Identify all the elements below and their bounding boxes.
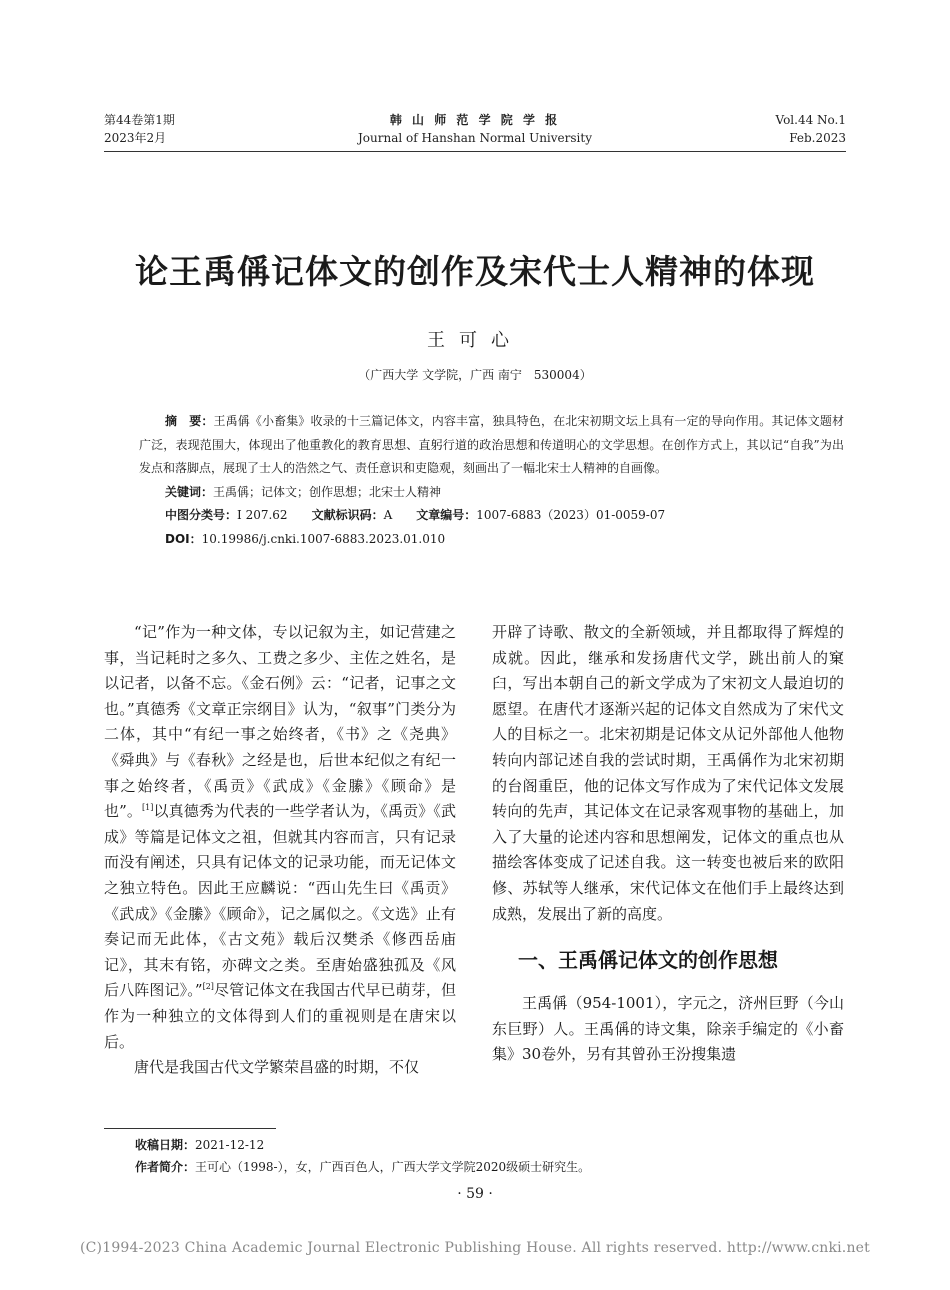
- date-cn: 2023年2月: [104, 131, 167, 145]
- keywords-text: 王禹偁；记体文；创作思想；北宋士人精神: [213, 484, 442, 499]
- author-affiliation: （广西大学 文学院，广西 南宁 530004）: [358, 368, 592, 382]
- clc-value: I 207.62: [237, 508, 288, 522]
- section-heading: 一、王禹偁记体文的创作思想: [518, 948, 778, 973]
- keywords-label: 关键词：: [165, 484, 214, 499]
- received-label: 收稿日期：: [135, 1138, 196, 1152]
- copyright-notice: (C)1994-2023 China Academic Journal Electronic Publishing House. All rights reserved. http://www.cnki.net: [79, 1240, 870, 1256]
- header-rule: [104, 151, 846, 152]
- clc-label: 中图分类号：: [165, 508, 238, 522]
- author-name: 王可心: [427, 330, 523, 351]
- footnote-rule: [104, 1128, 276, 1129]
- abstract-label: 摘 要：: [165, 414, 214, 428]
- citation-2[interactable]: [2]: [202, 982, 214, 992]
- keywords: [139, 481, 844, 505]
- author-bio: [135, 1157, 590, 1177]
- article-no-label: 文章编号：: [416, 508, 477, 522]
- body-text: 以真德秀为代表的一些学者认为，《禹贡》《武成》等篇是记体文之祖，但就其内容而言，只有记录而没有阐述，只具有记体文的记录功能，而无记体文之独立特色。因此王应麟说：“西山先生曰《禹贡》《武成》《金縢》《顾命》，记之属似之。《文选》止有奏记而无此体，《古文苑》载后汉樊杀《修西岳庙记》，其末有铭，亦碑文之类。至唐始盛独孤及《风后八阵图记》。”: [104, 802, 456, 1000]
- doi-value[interactable]: 10.19986/j.cnki.1007-6883.2023.01.010: [201, 531, 446, 546]
- abstract-block: [139, 410, 844, 551]
- journal-name-en: Journal of Hanshan Normal University: [358, 131, 592, 145]
- classification-line: [139, 504, 844, 528]
- body-column-left: [104, 620, 456, 1081]
- body-paragraph: 王禹偁（954-1001），字元之，济州巨野（今山东巨野）人。王禹偁的诗文集，除亲手编定的《小畜集》30卷外，另有其曾孙王汾搜集遗: [492, 994, 844, 1064]
- received-value: 2021-12-12: [195, 1138, 265, 1152]
- citation-1[interactable]: [1]: [142, 803, 154, 813]
- article-title: 论王禹偁记体文的创作及宋代士人精神的体现: [135, 252, 815, 291]
- journal-name-cn: 韩 山 师 范 学 院 学 报: [389, 113, 561, 127]
- doi-label: DOI：: [165, 531, 202, 546]
- running-header-right: [776, 111, 847, 147]
- body-text: 尽管记体文在我国古代早已萌芽，但作为一种独立的文体得到人们的重视则是在唐宋以后。: [104, 981, 456, 1051]
- received-date: [135, 1135, 264, 1155]
- body-column-right: [492, 620, 844, 1068]
- doi-line: [139, 528, 844, 552]
- bio-label: 作者简介：: [135, 1160, 196, 1174]
- abstract: [139, 410, 844, 481]
- volume-issue-cn: 第44卷第1期: [104, 113, 175, 127]
- doc-code-label: 文献标识码：: [311, 508, 384, 522]
- abstract-text: 王禹偁《小畜集》收录的十三篇记体文，内容丰富，独具特色，在北宋初期文坛上具有一定的导向作用。其记体文题材广泛，表现范围大，体现出了他重教化的教育思想、直躬行道的政治思想和传道明心的文学思想。在创作方式上，其以记“自我”为出发点和落脚点，展现了士人的浩然之气、责任意识和吏隐观，刻画出了一幅北宋士人精神的自画像。: [139, 414, 844, 475]
- article-no-value: 1007-6883（2023）01-0059-07: [476, 508, 666, 522]
- volume-issue-en: Vol.44 No.1: [775, 113, 846, 127]
- body-paragraph: [104, 620, 456, 1055]
- body-paragraph: 唐代是我国古代文学繁荣昌盛的时期，不仅: [134, 1058, 420, 1077]
- body-text: “记”作为一种文体，专以记叙为主，如记营建之事，当记耗时之多久、工费之多少、主佐之姓名，是以记者，以备不忘。《金石例》云：“记者，记事之文也。”真德秀《文章正宗纲目》认为，“叙事”门类分为二体，其中“有纪一事之始终者，《书》之《尧典》《舜典》与《春秋》之经是也，后世本纪似之有纪一事之始终者，《禹贡》《武成》《金縢》《顾命》是也”。: [104, 623, 456, 821]
- body-paragraph: 开辟了诗歌、散文的全新领域，并且都取得了辉煌的成就。因此，继承和发扬唐代文学，跳出前人的窠臼，写出本朝自己的新文学成为了宋初文人最迫切的愿望。在唐代才逐渐兴起的记体文自然成为了宋代文人的目标之一。北宋初期是记体文从记外部他人他物转向内部记述自我的尝试时期，王禹偁作为北宋初期的台阁重臣，他的记体文写作成为了宋代记体文发展转向的先声，其记体文在记录客观事物的基础上，加入了大量的论述内容和思想阐发，记体文的重点也从描绘客体变成了记述自我。这一转变也被后来的欧阳修、苏轼等人继承，宋代记体文在他们手上最终达到成熟，发展出了新的高度。: [492, 623, 844, 923]
- bio-text: 王可心（1998-），女，广西百色人，广西大学文学院2020级硕士研究生。: [195, 1160, 591, 1174]
- doc-code-value: A: [383, 508, 393, 522]
- date-en: Feb.2023: [789, 131, 846, 145]
- page-number: · 59 ·: [457, 1186, 493, 1202]
